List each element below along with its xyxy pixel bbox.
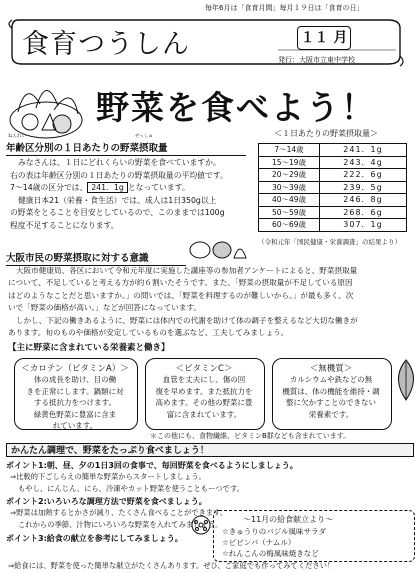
nutrients-heading: 【主に野菜に含まれている栄養素と働き】 xyxy=(8,343,170,353)
lotus-root-icon xyxy=(190,514,212,536)
table-row: 40～49歳 246．8g xyxy=(259,194,407,207)
vegetable-icons xyxy=(188,238,248,260)
top-note: 毎年6月は「食育月間」毎月１９日は「食育の日」 xyxy=(205,4,364,12)
newsletter-title: 食育つうしん xyxy=(22,29,190,60)
vegetable-illustration xyxy=(6,70,88,142)
table-caption: ＜１日あたりの野菜摂取量＞ xyxy=(274,129,378,138)
awareness-paragraph: 大阪市健康局、各区において令和元年度に実施した講座等の参加者アンケートによると、野菜摂取量 について、不足していると考える方が約６割いたそうです。また、「野菜の摂取量が不足している原因 はどのようなことだと思いますか。」の問いでは、「野菜を料理するのが難しいから。」が最も多く、次 いで「野菜の価格が高い。」などが回答になっています。 しかし、下記の働きあるように、野菜には体内での代謝を助けて体の調子を整えるなど大切な働きが あります。旬のものや価格が安定しているものを選ぶなど、工夫してみましょう。 xyxy=(8,266,358,338)
carotene-text: 体の成長を助け、目の働 きを正常にします。鍋類に対 する抵抗力をつけます。 緑黄色野菜に豊富に含ま れています。 xyxy=(26,375,124,430)
table-row: 50～59歳 268．6g xyxy=(259,206,407,219)
point-3: ポイント3:給食の献立を参考にしてみましょう。 xyxy=(6,534,183,543)
issuer-label: 発行：大阪市立東中学校 xyxy=(278,56,355,64)
menu-item: ☆れんこんの梅風味焼きなど xyxy=(222,549,319,558)
bottom-note: ⇒給食には、野菜を使った簡単な献立がたくさんあります。ぜひ、ご家庭でも作ってみてください！ xyxy=(8,561,335,570)
intake-highlight: 241．1g xyxy=(87,182,128,193)
main-title: 野菜を食べよう！ xyxy=(96,88,376,127)
table-row: 30～39歳 239．5g xyxy=(259,181,407,194)
table-row: 15～19歳 243．4g xyxy=(259,156,407,169)
intake-paragraph: みなさんは、１日にどれくらいの野菜を食べていますか。 右の表は年齢区分別の１日あたりの野菜摂取量の平均値です。 7～14歳の区分では、 241．1g となっています。 健康日本21（栄養・食生活）では、成人は1日350g以上 の野菜をとることを目安としているので、このままでは100g 程度不足することになります。 xyxy=(10,158,228,230)
mineral-text: カルシウムや鉄などの無 機質は、体の機能を維持・調 整に欠かすことのできない 栄養素です。 xyxy=(282,375,380,419)
ruby-sesshu: せっしゅ xyxy=(135,134,153,139)
point-1-sub-2: もやし、にんじん、にら、冷凍やカット野菜を使うこともーつです。 xyxy=(18,484,244,493)
section-heading-awareness: 大阪市民の野菜摂取に対する意識 xyxy=(6,250,186,266)
point-1: ポイント1:朝、昼、夕の1日3回の食事で、毎回野菜を食べるようにしましょう。 xyxy=(6,461,298,470)
menu-item: ☆ビビンバ（ナムル） xyxy=(222,538,296,547)
point-1-sub-1: ⇒比較的下ごしらえの簡単な野菜からスタートしましょう。 xyxy=(10,472,206,481)
section-heading-intake: 年齢区分別の１日あたりの野菜摂取量 xyxy=(6,140,246,156)
leaf-icon xyxy=(395,358,417,402)
table-row: 20～29歳 222．6g xyxy=(259,169,407,182)
intake-table xyxy=(258,143,407,232)
point-2-sub-2: これからの季節、汁物にいろいろな野菜を入れてみましょう。 xyxy=(18,520,223,529)
table-row: 7～14歳 241．1g xyxy=(259,144,407,157)
source-note: （令和元年「国民健康・栄養調査」の結果より） xyxy=(258,238,401,246)
month-badge: １１ 月 xyxy=(297,26,351,50)
point-2: ポイント2:いろいろな調理方法で野菜を食べましょう。 xyxy=(6,497,207,506)
menu-item: ☆きゅうりのバジル風味サラダ xyxy=(222,527,326,536)
carotene-title: ＜カロテン（ビタミンA）＞ xyxy=(21,364,129,374)
vitamin-c-title: ＜ビタミンC＞ xyxy=(175,364,233,374)
table-row: 60～69歳 307．1g xyxy=(259,219,407,232)
cooking-heading: かんたん調理で、野菜をたっぷり食べましょう！ xyxy=(6,443,414,457)
ruby-nenrei: ねんれい xyxy=(8,134,26,139)
mineral-title: ＜無機質＞ xyxy=(309,364,353,374)
vitamin-c-text: 血管を丈夫にし、傷の回 復を早めます。また抵抗力を 高めます。その他の野菜に豊 富に含まれています。 xyxy=(155,375,253,419)
nutrients-note: ＊この他にも、食物繊維、ビタミンB群なども含まれています。 xyxy=(150,432,351,440)
menu-title: ～11月の給食献立より～ xyxy=(243,515,334,524)
point-2-sub-1: ⇒野菜は加熱するとかさが減り、たくさん食べることができます。 xyxy=(10,508,228,517)
